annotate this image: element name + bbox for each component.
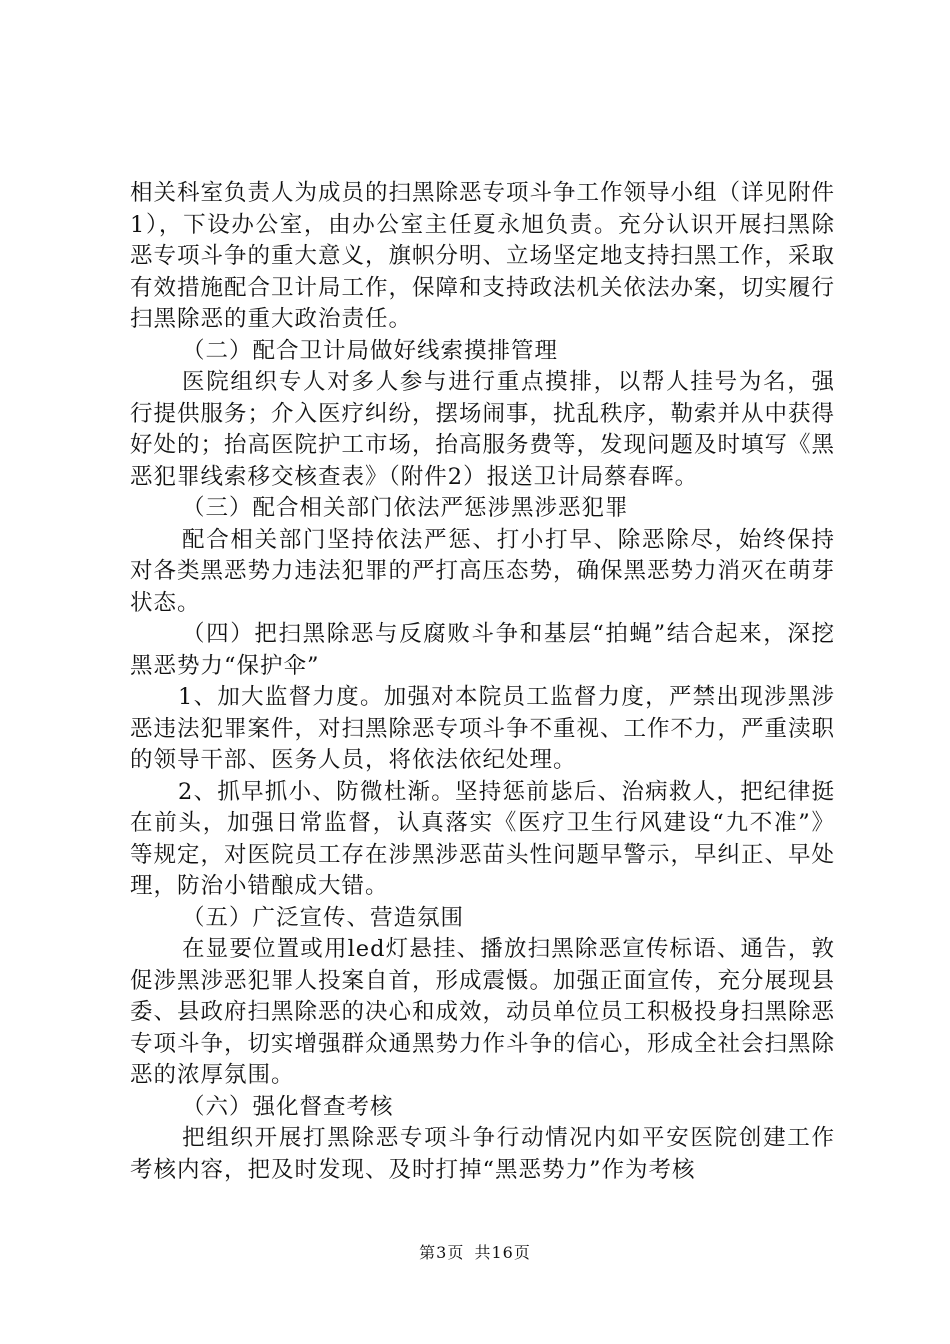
section-heading-6: （六）强化督查考核 [182, 1093, 394, 1120]
paragraph-leading-group: 相关科室负责人为成员的扫黑除恶专项斗争工作领导小组（详见附件1），下设办公室，由办公室主任夏永旭负责。充分认识开展扫黑除恶专项斗争的重大意义，旗帜分明、立场坚定地支持扫黑工作，采取有效措施配合卫计局工作，保障和支持政法机关依法办案，切实履行扫黑除恶的重大政治责任。 [130, 180, 836, 332]
paragraph-publicity: 在显要位置或用led灯悬挂、播放扫黑除恶宣传标语、通告，敦促涉黑涉恶犯罪人投案自首，形成震慑。加强正面宣传，充分展现县委、县政府扫黑除恶的决心和成效，动员单位员工积极投身扫黑除恶专项斗争，切实增强群众通黑势力作斗争的信心，形成全社会扫黑除恶的浓厚氛围。 [130, 936, 836, 1088]
section-heading-2: （二）配合卫计局做好线索摸排管理 [182, 337, 559, 364]
section-heading-5: （五）广泛宣传、营造氛围 [182, 904, 465, 931]
paragraph-supervision: 1、加大监督力度。加强对本院员工监督力度，严禁出现涉黑涉恶违法犯罪案件，对扫黑除恶专项斗争不重视、工作不力，严重渎职的领导干部、医务人员，将依法依纪处理。 [130, 684, 836, 773]
page-total: 共16页 [474, 1243, 531, 1262]
paragraph-assessment: 把组织开展打黑除恶专项斗争行动情况内如平安医院创建工作考核内容，把及时发现、及时打掉“黑恶势力”作为考核 [130, 1125, 835, 1183]
page-footer [0, 1240, 950, 1263]
paragraph-clue-screening: 医院组织专人对多人参与进行重点摸排，以帮人挂号为名，强行提供服务；介入医疗纠纷，摆场闹事，扰乱秩序，勒索并从中获得好处的；抬高医院护工市场，抬高服务费等，发现问题及时填写《黑恶犯罪线索移交核查表》（附件2）报送卫计局蔡春晖。 [130, 369, 836, 490]
page-number: 第3页 [419, 1243, 465, 1262]
paragraph-early-prevention: 2、抓早抓小、防微杜渐。坚持惩前毖后、治病救人，把纪律挺在前头，加强日常监督，认真落实《医疗卫生行风建设“九不准”》等规定，对医院员工存在涉黑涉恶苗头性问题早警示，早纠正、早处理，防治小错酿成大错。 [130, 778, 836, 899]
document-body [130, 178, 835, 1186]
section-heading-4: （四）把扫黑除恶与反腐败斗争和基层“拍蝇”结合起来，深挖黑恶势力“保护伞” [130, 621, 835, 679]
section-heading-3: （三）配合相关部门依法严惩涉黑涉恶犯罪 [182, 495, 629, 521]
paragraph-punish-crime: 配合相关部门坚持依法严惩、打小打早、除恶除尽，始终保持对各类黑恶势力违法犯罪的严打高压态势，确保黑恶势力消灭在萌芽状态。 [130, 526, 836, 616]
